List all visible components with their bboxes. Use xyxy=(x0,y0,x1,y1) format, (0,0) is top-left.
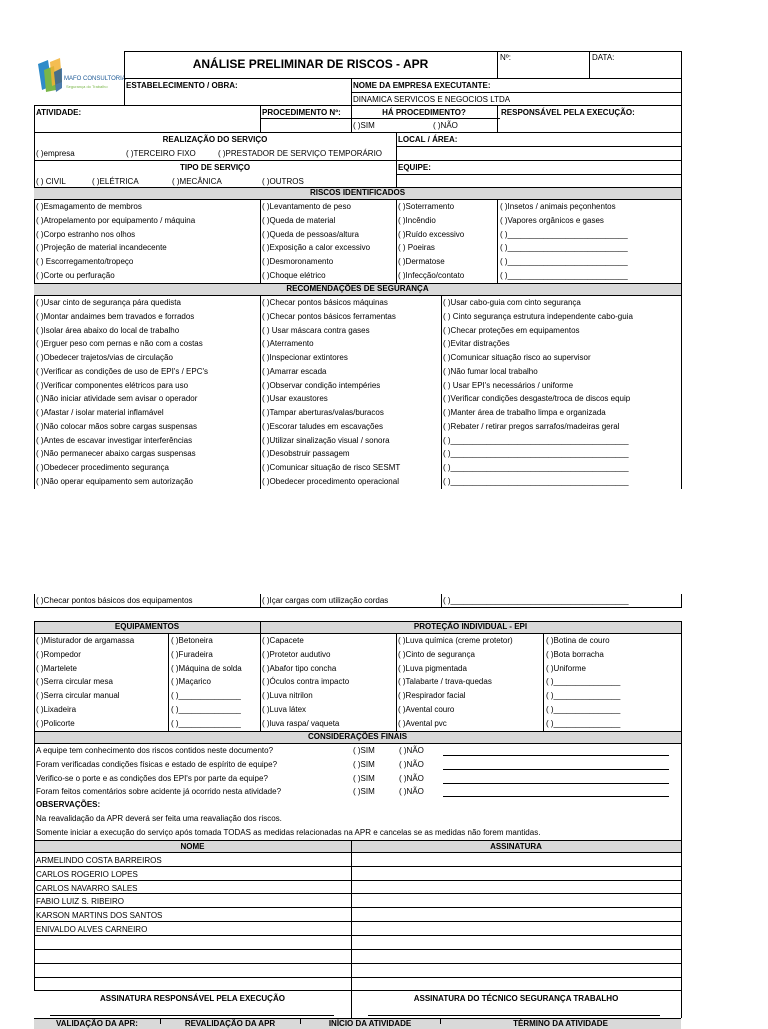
recommendation-item[interactable]: ( )Afastar / isolar material inflamável xyxy=(36,408,164,417)
risk-item[interactable]: ( )Esmagamento de membros xyxy=(36,202,142,211)
epi-item[interactable]: ( )luva raspa/ vaqueta xyxy=(262,719,340,728)
recommendation-item[interactable]: ( )Não fumar local trabalho xyxy=(443,367,538,376)
risk-item[interactable]: ( )Queda de material xyxy=(262,216,336,225)
epi-item[interactable]: ( )_______________ xyxy=(546,691,621,700)
procedure-number-label: PROCEDIMENTO Nº: xyxy=(262,108,341,117)
recommendation-item[interactable]: ( )Não permanecer abaixo cargas suspensas xyxy=(36,449,196,458)
risk-item[interactable]: ( ) Escorregamento/tropeço xyxy=(36,257,134,266)
equipment-item[interactable]: ( )Serra circular manual xyxy=(36,691,120,700)
recommendation-item[interactable]: ( )Manter área de trabalho limpa e organizada xyxy=(443,408,606,417)
responsible-signature-label: ASSINATURA RESPONSÁVEL PELA EXECUÇÃO xyxy=(100,994,285,1003)
technician-signature-label: ASSINATURA DO TÉCNICO SEGURANÇA TRABALHO xyxy=(413,994,619,1003)
procedure-sim-checkbox[interactable]: ( )SIM xyxy=(353,121,375,130)
epi-item[interactable]: ( )Abafor tipo concha xyxy=(262,664,337,673)
equipment-item[interactable]: ( )Martelete xyxy=(36,664,77,673)
final-nao-checkbox[interactable]: ( )NÃO xyxy=(399,774,424,783)
recommendation-item[interactable]: ( )Não colocar mãos sobre cargas suspensas xyxy=(36,422,197,431)
equipment-item[interactable]: ( )Policorte xyxy=(36,719,75,728)
local-area-label: LOCAL / ÁREA: xyxy=(398,135,458,144)
equipment-item[interactable]: ( )Rompedor xyxy=(36,650,81,659)
recommendation-item[interactable]: ( )Comunicar situação risco ao supervisor xyxy=(443,353,591,362)
epi-item[interactable]: ( )Cinto de segurança xyxy=(398,650,475,659)
team-member-name: KARSON MARTINS DOS SANTOS xyxy=(36,911,163,920)
risk-item[interactable]: ( )Desmoronamento xyxy=(262,257,334,266)
footer-validation-label: VALIDAÇÃO DA APR: xyxy=(56,1019,138,1028)
equipment-item[interactable]: ( )______________ xyxy=(171,719,241,728)
observation-line: Somente iniciar a execução do serviço após tomada TODAS as medidas relacionadas na APR e cancelas se as medidas não forem mantidas. xyxy=(36,828,541,837)
recommendation-item[interactable]: ( )Erguer peso com pernas e não com a costas xyxy=(36,339,203,348)
recommendation-item[interactable]: ( )Amarrar escada xyxy=(262,367,327,376)
recommendation-item-extra[interactable]: ( )Içar cargas com utilização cordas xyxy=(262,596,389,605)
recommendation-item[interactable]: ( )Obedecer trajetos/vias de circulação xyxy=(36,353,173,362)
recommendation-item[interactable]: ( )Checar pontos básicos máquinas xyxy=(262,298,388,307)
recommendation-item[interactable]: ( )________________________________________ xyxy=(443,449,629,458)
recommendation-item[interactable]: ( )Montar andaimes bem travados e forrados xyxy=(36,312,195,321)
epi-item[interactable]: ( )Óculos contra impacto xyxy=(262,677,350,686)
recommendation-item[interactable]: ( )Observar condição intempéries xyxy=(262,381,381,390)
recommendation-item[interactable]: ( )________________________________________ xyxy=(443,463,629,472)
recommendation-item[interactable]: ( )________________________________________ xyxy=(443,436,629,445)
technician-signature-line[interactable] xyxy=(368,1015,660,1016)
risk-item[interactable]: ( )___________________________ xyxy=(500,257,628,266)
final-question: Foram feitos comentários sobre acidente já ocorrido nesta atividade? xyxy=(36,787,282,796)
recommendation-item[interactable]: ( )Desobstruir passagem xyxy=(262,449,350,458)
risk-item[interactable]: ( )Soterramento xyxy=(398,202,455,211)
epi-item[interactable]: ( )Avental pvc xyxy=(398,719,447,728)
risk-item[interactable]: ( ) Poeiras xyxy=(398,243,435,252)
observation-line: Na reavalidação da APR deverá ser feita uma reavaliação dos riscos. xyxy=(36,814,282,823)
equipment-item[interactable]: ( )Maçarico xyxy=(171,677,212,686)
type-option-civil[interactable]: ( ) CIVIL xyxy=(36,177,66,186)
team-member-name: FABIO LUIZ S. RIBEIRO xyxy=(36,897,125,906)
service-title: REALIZAÇÃO DO SERVIÇO xyxy=(162,135,268,144)
service-option-prestador[interactable]: ( )PRESTADOR DE SERVIÇO TEMPORÁRIO xyxy=(218,149,383,158)
page-title: ANÁLISE PRELIMINAR DE RISCOS - APR xyxy=(192,57,429,71)
service-option-empresa[interactable]: ( )empresa xyxy=(36,149,75,158)
final-answer-line[interactable] xyxy=(443,783,669,784)
epi-item[interactable]: ( )Luva química (creme protetor) xyxy=(398,636,513,645)
recommendation-item[interactable]: ( )Aterramento xyxy=(262,339,314,348)
recommendation-item[interactable]: ( ) Cinto segurança estrutura independente cabo-guia xyxy=(443,312,633,321)
epi-item[interactable]: ( )_______________ xyxy=(546,719,621,728)
recommendation-item[interactable]: ( )Não iniciar atividade sem avisar o operador xyxy=(36,394,198,403)
type-option-outros[interactable]: ( )OUTROS xyxy=(262,177,304,186)
recommendation-item[interactable]: ( )Inspecionar extintores xyxy=(262,353,348,362)
epi-item[interactable]: ( )Capacete xyxy=(262,636,304,645)
footer-revalidation-label: REVALIDAÇÃO DA APR xyxy=(184,1019,276,1028)
has-procedure-label: HÁ PROCEDIMENTO? xyxy=(382,108,466,117)
epi-item[interactable]: ( )Botina de couro xyxy=(546,636,610,645)
final-sim-checkbox[interactable]: ( )SIM xyxy=(353,787,375,796)
final-question: A equipe tem conhecimento dos riscos contidos neste documento? xyxy=(36,746,274,755)
equipment-item[interactable]: ( )______________ xyxy=(171,705,241,714)
final-title: CONSIDERAÇÕES FINAIS xyxy=(307,732,408,741)
risk-item[interactable]: ( )Incêndio xyxy=(398,216,436,225)
recommendations-title-bar xyxy=(34,283,681,296)
recommendation-item[interactable]: ( )Verificar condições desgaste/troca de discos equip xyxy=(443,394,631,403)
date-label: DATA: xyxy=(592,53,615,62)
equipment-item[interactable]: ( )Misturador de argamassa xyxy=(36,636,135,645)
recommendation-item[interactable]: ( )Usar cabo-guia com cinto segurança xyxy=(443,298,581,307)
responsible-signature-line[interactable] xyxy=(50,1015,334,1016)
risk-item[interactable]: ( )___________________________ xyxy=(500,271,628,280)
recommendation-item[interactable]: ( )Usar cinto de segurança pára quedista xyxy=(36,298,181,307)
recommendation-item[interactable]: ( )Utilizar sinalização visual / sonora xyxy=(262,436,390,445)
recommendation-item[interactable]: ( )Obedecer procedimento segurança xyxy=(36,463,169,472)
epi-item[interactable]: ( )Uniforme xyxy=(546,664,587,673)
equipment-item[interactable]: ( )Serra circular mesa xyxy=(36,677,113,686)
final-sim-checkbox[interactable]: ( )SIM xyxy=(353,760,375,769)
equipment-title-bar xyxy=(34,621,260,634)
risk-item[interactable]: ( )Projeção de material incandecente xyxy=(36,243,167,252)
epi-item[interactable]: ( )Respirador facial xyxy=(398,691,466,700)
risk-item[interactable]: ( )Levantamento de peso xyxy=(262,202,351,211)
recommendation-item[interactable]: ( ) Usar EPI's necessários / uniforme xyxy=(443,381,574,390)
final-sim-checkbox[interactable]: ( )SIM xyxy=(353,774,375,783)
recommendation-item[interactable]: ( )Antes de escavar investigar interferências xyxy=(36,436,193,445)
risk-item[interactable]: ( )Exposição a calor excessivo xyxy=(262,243,371,252)
logo-subtext: Segurança do Trabalho xyxy=(66,84,108,89)
epi-item[interactable]: ( )Avental couro xyxy=(398,705,455,714)
recommendation-item-extra[interactable]: ( )Checar pontos básicos dos equipamentos xyxy=(36,596,193,605)
recommendation-item[interactable]: ( )Verificar as condições de uso de EPI's / EPC's xyxy=(36,367,209,376)
recommendation-item[interactable]: ( )Obedecer procedimento operacional xyxy=(262,477,399,486)
risk-item[interactable]: ( )___________________________ xyxy=(500,243,628,252)
epi-title-bar xyxy=(260,621,681,634)
epi-item[interactable]: ( )Luva látex xyxy=(262,705,307,714)
risks-title: RISCOS IDENTIFICADOS xyxy=(309,188,406,197)
recommendations-title: RECOMENDAÇÕES DE SEGURANÇA xyxy=(286,284,429,293)
recommendation-item[interactable]: ( )Isolar área abaixo do local de trabalho xyxy=(36,326,180,335)
team-member-name: CARLOS NAVARRO SALES xyxy=(36,884,138,893)
epi-item[interactable]: ( )Protetor audutivo xyxy=(262,650,331,659)
company-value: DINAMICA SERVICOS E NEGOCIOS LTDA xyxy=(353,95,511,104)
recommendation-item[interactable]: ( )Checar pontos básicos ferramentas xyxy=(262,312,396,321)
company-label: NOME DA EMPRESA EXECUTANTE: xyxy=(353,81,491,90)
risk-item[interactable]: ( )Ruído excessivo xyxy=(398,230,465,239)
team-member-name: ARMELINDO COSTA BARREIROS xyxy=(36,856,162,865)
final-nao-checkbox[interactable]: ( )NÃO xyxy=(399,746,424,755)
recommendation-item[interactable]: ( )Verificar componentes elétricos para uso xyxy=(36,381,189,390)
recommendation-item[interactable]: ( )Rebater / retirar pregos sarrafos/madeiras geral xyxy=(443,422,620,431)
equipment-item[interactable]: ( )______________ xyxy=(171,691,241,700)
footer-end-label: TÉRMINO DA ATIVIDADE xyxy=(513,1019,608,1028)
risk-item[interactable]: ( )Corpo estranho nos olhos xyxy=(36,230,136,239)
establishment-label: ESTABELECIMENTO / OBRA: xyxy=(126,81,238,90)
recommendation-item[interactable]: ( ) Usar máscara contra gases xyxy=(262,326,370,335)
final-title-bar xyxy=(34,731,681,744)
equipment-item[interactable]: ( )Betoneira xyxy=(171,636,213,645)
final-answer-line[interactable] xyxy=(443,796,669,797)
number-label: Nº: xyxy=(500,53,511,62)
epi-item[interactable]: ( )_______________ xyxy=(546,677,621,686)
risks-title-bar xyxy=(34,187,681,200)
risk-item[interactable]: ( )Queda de pessoas/altura xyxy=(262,230,359,239)
recommendation-item[interactable]: ( )Escorar taludes em escavações xyxy=(262,422,383,431)
type-option-eletrica[interactable]: ( )ELÉTRICA xyxy=(92,177,139,186)
recommendation-item[interactable]: ( )Checar proteções em equipamentos xyxy=(443,326,580,335)
risk-item[interactable]: ( )Insetos / animais peçonhentos xyxy=(500,202,616,211)
risk-item[interactable]: ( )Corte ou perfuração xyxy=(36,271,115,280)
epi-title: PROTEÇÃO INDIVIDUAL - EPI xyxy=(413,622,528,631)
final-question: Foram verificadas condições físicas e estado de espírito de equipe? xyxy=(36,760,278,769)
signature-column-header: ASSINATURA xyxy=(490,842,542,851)
equipment-item[interactable]: ( )Furadeira xyxy=(171,650,213,659)
name-column-header: NOME xyxy=(180,842,205,851)
responsible-label: RESPONSÁVEL PELA EXECUÇÃO: xyxy=(501,108,635,117)
risk-item[interactable]: ( )Choque elétrico xyxy=(262,271,326,280)
equipment-title: EQUIPAMENTOS xyxy=(114,622,180,631)
recommendation-item[interactable]: ( )Usar exaustores xyxy=(262,394,328,403)
service-option-terceiro[interactable]: ( )TERCEIRO FIXO xyxy=(126,149,196,158)
risk-item[interactable]: ( )Infecção/contato xyxy=(398,271,465,280)
epi-item[interactable]: ( )Luva nitrilon xyxy=(262,691,313,700)
final-nao-checkbox[interactable]: ( )NÃO xyxy=(399,760,424,769)
team-member-name: CARLOS ROGERIO LOPES xyxy=(36,870,138,879)
epi-item[interactable]: ( )_______________ xyxy=(546,705,621,714)
risk-item[interactable]: ( )Atropelamento por equipamento / máquina xyxy=(36,216,196,225)
final-sim-checkbox[interactable]: ( )SIM xyxy=(353,746,375,755)
footer-start-label: INÍCIO DA ATIVIDADE xyxy=(328,1019,412,1028)
epi-item[interactable]: ( )Bota borracha xyxy=(546,650,604,659)
risk-item[interactable]: ( )Vapores orgânicos e gases xyxy=(500,216,604,225)
risk-item[interactable]: ( )___________________________ xyxy=(500,230,628,239)
equipment-item[interactable]: ( )Lixadeira xyxy=(36,705,77,714)
observations-label: OBSERVAÇÕES: xyxy=(36,800,101,809)
team-member-name: ENIVALDO ALVES CARNEIRO xyxy=(36,925,148,934)
final-question: Verifico-se o porte e as condições dos EPI's por parte da equipe? xyxy=(36,774,268,783)
type-option-mecanica[interactable]: ( )MECÂNICA xyxy=(172,177,222,186)
recommendation-item[interactable]: ( )Comunicar situação de risco SESMT xyxy=(262,463,401,472)
recommendation-item-extra[interactable]: ( )________________________________________ xyxy=(443,596,629,605)
final-nao-checkbox[interactable]: ( )NÃO xyxy=(399,787,424,796)
risk-item[interactable]: ( )Dermatose xyxy=(398,257,445,266)
epi-item[interactable]: ( )Luva pigmentada xyxy=(398,664,467,673)
recommendation-item[interactable]: ( )________________________________________ xyxy=(443,477,629,486)
equipment-item[interactable]: ( )Máquina de solda xyxy=(171,664,242,673)
recommendation-item[interactable]: ( )Evitar distrações xyxy=(443,339,510,348)
team-label: EQUIPE: xyxy=(398,163,431,172)
final-answer-line[interactable] xyxy=(443,755,669,756)
epi-item[interactable]: ( )Talabarte / trava-quedas xyxy=(398,677,492,686)
logo-text: MAFO CONSULTORIA xyxy=(64,76,126,82)
service-type-title: TIPO DE SERVIÇO xyxy=(179,163,251,172)
recommendation-item[interactable]: ( )Não operar equipamento sem autorização xyxy=(36,477,193,486)
recommendation-item[interactable]: ( )Tampar aberturas/valas/buracos xyxy=(262,408,384,417)
final-answer-line[interactable] xyxy=(443,769,669,770)
procedure-nao-checkbox[interactable]: ( )NÃO xyxy=(433,121,458,130)
activity-label: ATIVIDADE: xyxy=(36,108,82,117)
